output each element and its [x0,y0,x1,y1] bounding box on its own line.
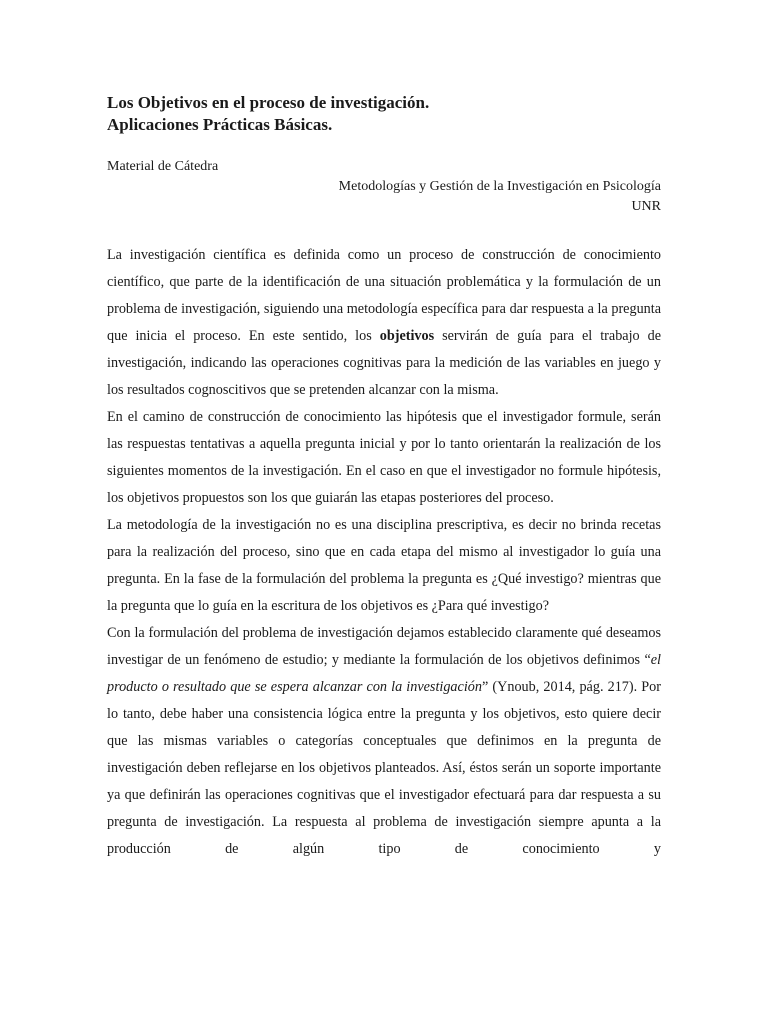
paragraph-1 [107,242,661,404]
university-name: UNR [631,199,661,214]
course-name: Metodologías y Gestión de la Investigación en Psicología [338,179,661,194]
paragraph-4 [107,620,661,863]
paragraph-4-text-b: ” (Ynoub, 2014, pág. 217). Por lo tanto, debe haber una consistencia lógica entre la pregunta y los objetivos, esto quiere decir que las mismas variables o categorías conceptuales que definimos en la pregunta de investigación deben reflejarse en los objetivos planteados. Así, éstos serán un soporte importante ya que definirán las operaciones cognitivas que el investigador efectuará para dar respuesta a su pregunta de investigación. La respuesta al problema de investigación siempre apunta a la producción de algún tipo de conocimiento y [107,679,662,857]
paragraph-1-bold-term: objetivos [379,328,435,344]
affiliation [107,177,661,217]
document-title [107,92,661,136]
document-body [107,242,661,863]
paragraph-4-quote: el producto o resultado que se espera alcanzar con la investigación [107,652,661,695]
title-line-2: Aplicaciones Prácticas Básicas. [107,115,333,134]
paragraph-2: En el camino de construcción de conocimiento las hipótesis que el investigador formule, serán las respuestas tentativas a aquella pregunta inicial y por lo tanto orientarán la realización de los siguientes momentos de la investigación. En el caso en que el investigador no formule hipótesis, los objetivos propuestos son los que guiarán las etapas posteriores del proceso. [107,409,661,506]
paragraph-3: La metodología de la investigación no es una disciplina prescriptiva, es decir no brinda recetas para la realización del proceso, sino que en cada etapa del mismo al investigador lo guía una pregunta. En la fase de la formulación del problema la pregunta es ¿Qué investigo? mientras que la pregunta que lo guía en la escritura de los objetivos es ¿Para qué investigo? [107,517,661,614]
material-label: Material de Cátedra [107,159,219,174]
document-page [107,92,661,863]
paragraph-1-text-a: La investigación científica es definida como un proceso de construcción de conocimiento científico, que parte de la identificación de una situación problemática y la formulación de un problema de investigación, siguiendo una metodología específica para dar respuesta a la pregunta que inicia el proceso. En este sentido, los [107,247,661,344]
title-line-1: Los Objetivos en el proceso de investigación. [107,93,430,112]
paragraph-1-text-b: servirán de guía para el trabajo de investigación, indicando las operaciones cognitivas para la medición de las variables en juego y los resultados cognoscitivos que se pretenden alcanzar con la misma. [107,328,661,398]
paragraph-4-text-a: Con la formulación del problema de investigación dejamos establecido claramente qué deseamos investigar de un fenómeno de estudio; y mediante la formulación de los objetivos definimos “ [107,625,661,668]
